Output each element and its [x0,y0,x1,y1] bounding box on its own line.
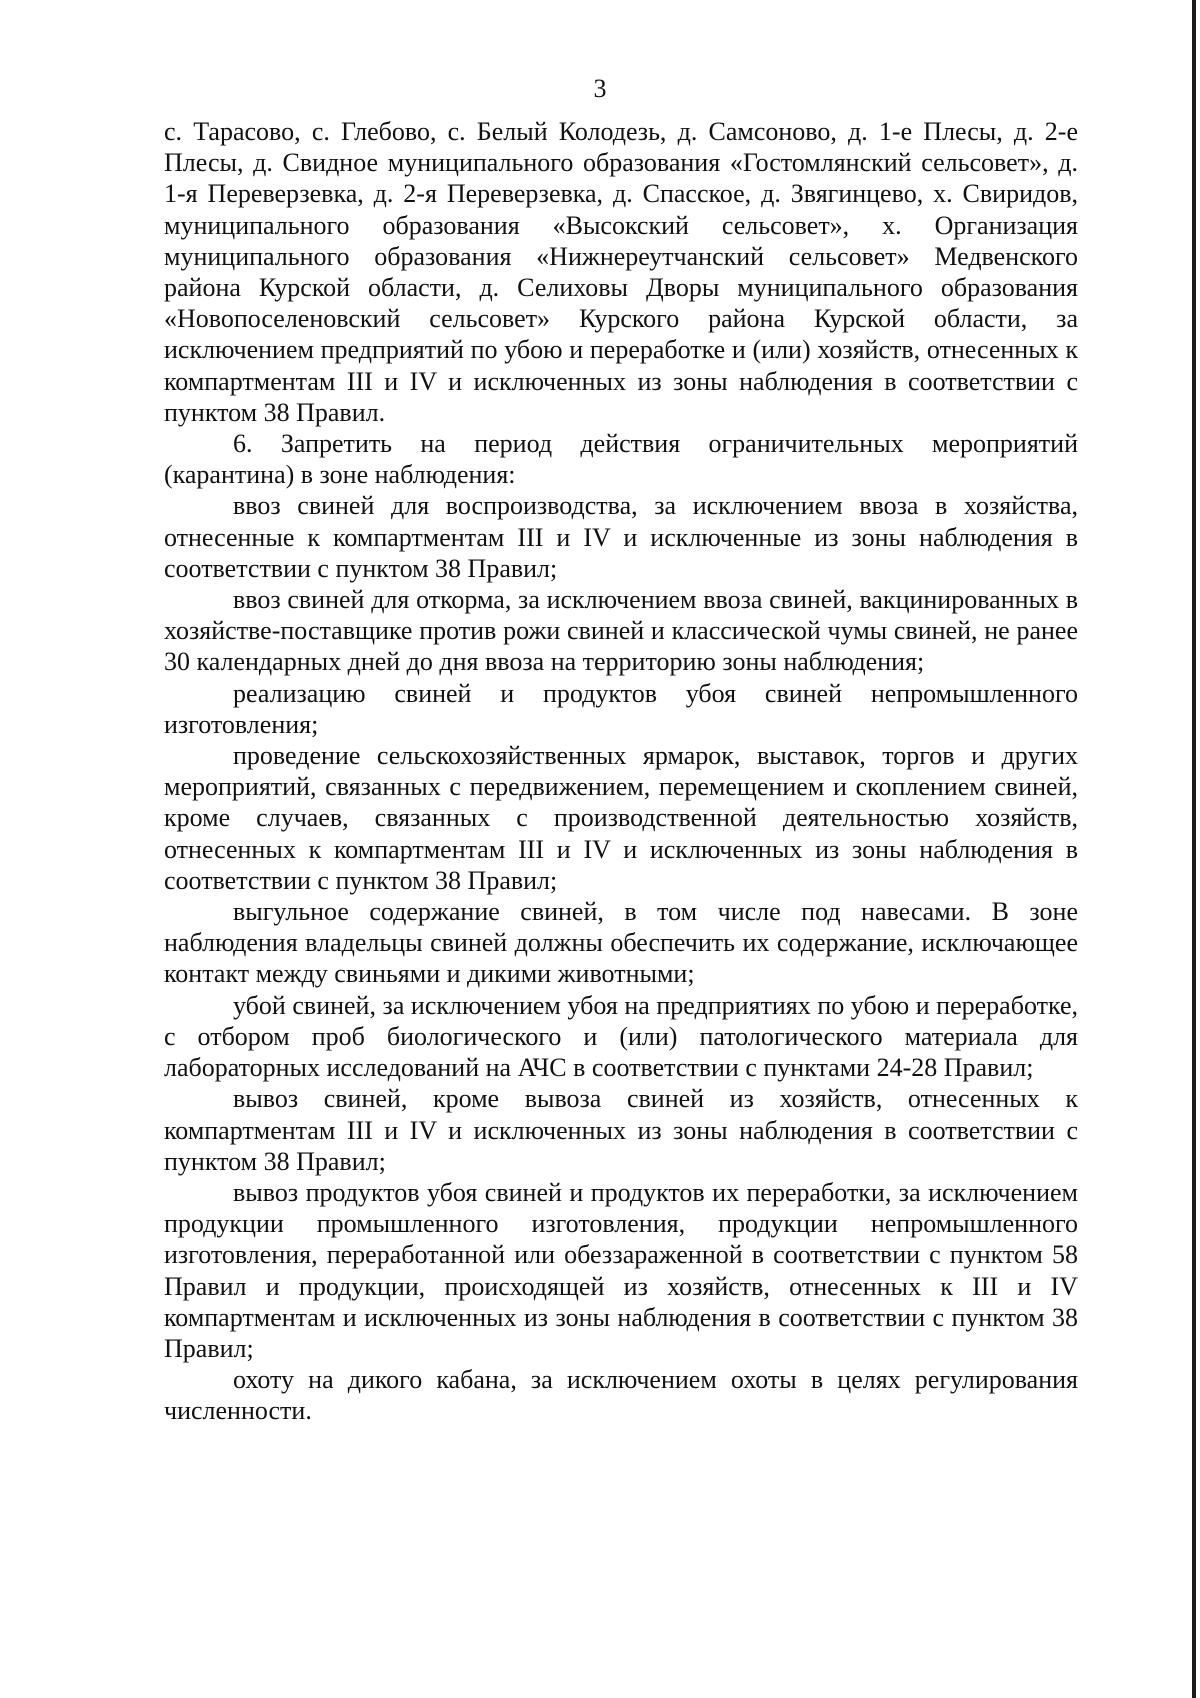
paragraph-export-of-products: вывоз продуктов убоя свиней и продуктов их переработки, за исключением продукции промышленного изготовления, продукции непромышленного изготовления, переработанной или обеззараженной в соответствии с пунктом 58 Правил и продукции, происходящей из хозяйств, отнесенных к III и IV компартментам и исключенных из зоны наблюдения в соответствии с пунктом 38 Правил; [164,1177,1078,1363]
paragraph-slaughter: убой свиней, за исключением убоя на предприятиях по убою и переработке, с отбором проб биологического и (или) патологического материала для лабораторных исследований на АЧС в соответствии с пунктами 24-28 Правил; [164,990,1078,1083]
paragraph-item-6-prohibitions: 6. Запретить на период действия ограничительных мероприятий (карантина) в зоне наблюдения: [164,429,1078,490]
document-body [164,116,1078,1427]
scan-edge-shadow [1192,0,1196,1698]
paragraph-import-breeding-pigs: ввоз свиней для воспроизводства, за исключением ввоза в хозяйства, отнесенные к компартментам III и IV и исключенные из зоны наблюдения в соответствии с пунктом 38 Правил; [164,491,1078,583]
paragraph-fairs-exhibitions: проведение сельскохозяйственных ярмарок, выставок, торгов и других мероприятий, связанных с передвижением, перемещением и скоплением свиней, кроме случаев, связанных с производственной деятельностью хозяйств, отнесенных к компартментам III и IV и исключенных из зоны наблюдения в соответствии с пунктом 38 Правил; [164,741,1078,895]
paragraph-sale-of-pigs: реализацию свиней и продуктов убоя свиней непромышленного изготовления; [164,678,1078,739]
paragraph-export-of-pigs: вывоз свиней, кроме вывоза свиней из хозяйств, отнесенных к компартментам III и IV и исключенных из зоны наблюдения в соответствии с пунктом 38 Правил; [164,1084,1078,1176]
paragraph-hunting-wild-boar: охоту на дикого кабана, за исключением охоты в целях регулирования численности. [164,1365,1078,1426]
page-number: 3 [593,74,607,103]
paragraph-import-fattening-pigs: ввоз свиней для откорма, за исключением ввоза свиней, вакцинированных в хозяйстве-поставщике против рожи свиней и классической чумы свиней, не ранее 30 календарных дней до дня ввоза на территорию зоны наблюдения; [164,585,1078,677]
paragraph-settlements-list: с. Тарасово, с. Глебово, с. Белый Колодезь, д. Самсоново, д. 1-е Плесы, д. 2-е Плесы, д. Свидное муниципального образования «Гостомлянский сельсовет», д. 1-я Переверзевка, д. 2-я Переверзевка, д. Спасское, д. Звягинцево, х. Свиридов, муниципального образования «Высокский сельсовет», х. Организация муниципального образования «Нижнереутчанский сельсовет» Медвенского района Курской области, д. Селиховы Дворы муниципального образования «Новопоселеновский сельсовет» Курского района Курской области, за исключением предприятий по убою и переработке и (или) хозяйств, отнесенных к компартментам III и IV и исключенных из зоны наблюдения в соответствии с пунктом 38 Правил. [164,117,1078,427]
paragraph-free-range-keeping: выгульное содержание свиней, в том числе под навесами. В зоне наблюдения владельцы свиней должны обеспечить их содержание, исключающее контакт между свиньями и дикими животными; [164,897,1078,989]
